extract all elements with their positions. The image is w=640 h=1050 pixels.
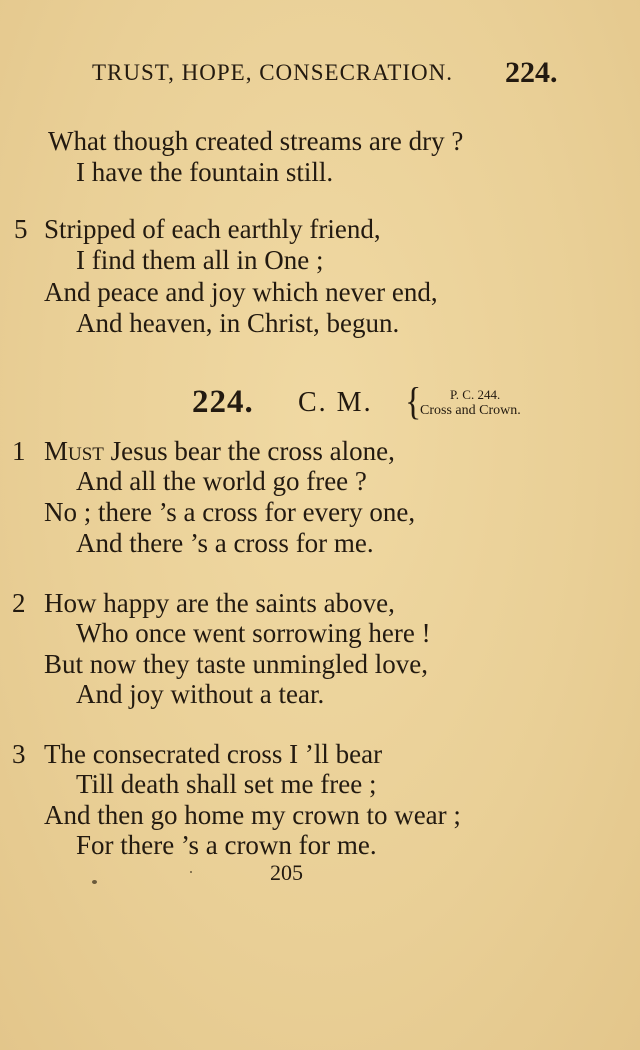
verse-number: 5 bbox=[14, 214, 28, 244]
verse-line: Stripped of each earthly friend, bbox=[44, 214, 381, 244]
ink-speck bbox=[92, 880, 97, 884]
verse-number: 1 bbox=[12, 436, 26, 466]
ink-speck bbox=[190, 871, 192, 873]
verse-line: Who once went sorrowing here ! bbox=[76, 618, 431, 648]
verse-line: How happy are the saints above, bbox=[44, 588, 395, 618]
verse-line: The consecrated cross I ’ll bear bbox=[44, 739, 383, 769]
verse-line: And then go home my crown to wear ; bbox=[44, 800, 461, 830]
verse-line: For there ’s a crown for me. bbox=[76, 830, 377, 860]
running-header-hymn-number: 224. bbox=[505, 56, 558, 89]
verse-line: And heaven, in Christ, begun. bbox=[76, 308, 400, 338]
verse-line: Till death shall set me free ; bbox=[76, 769, 377, 799]
verse-line: I find them all in One ; bbox=[76, 245, 324, 275]
hymn-number: 224. bbox=[192, 384, 254, 420]
verse-line bbox=[44, 436, 395, 466]
first-word: Must bbox=[44, 436, 104, 466]
verse-line: No ; there ’s a cross for every one, bbox=[44, 497, 416, 527]
brace-icon: { bbox=[405, 381, 422, 424]
verse-line: And peace and joy which never end, bbox=[44, 277, 438, 307]
hymn-meter: C. M. bbox=[298, 387, 373, 418]
verse-line: I have the fountain still. bbox=[76, 157, 334, 187]
verse-line: And there ’s a cross for me. bbox=[76, 528, 374, 558]
running-header-title: TRUST, HOPE, CONSECRATION. bbox=[92, 60, 454, 85]
verse-number: 2 bbox=[12, 588, 26, 618]
verse-number: 3 bbox=[12, 739, 26, 769]
page-number: 205 bbox=[270, 860, 303, 885]
verse-line: But now they taste unmingled love, bbox=[44, 649, 428, 679]
verse-line: And joy without a tear. bbox=[76, 679, 325, 709]
verse-line: What though created streams are dry ? bbox=[48, 126, 464, 156]
hymn-source-reference: P. C. 244. bbox=[450, 387, 501, 402]
hymn-tune-name: Cross and Crown. bbox=[420, 403, 521, 418]
first-line-rest: Jesus bear the cross alone, bbox=[103, 436, 395, 466]
verse-line: And all the world go free ? bbox=[76, 466, 367, 496]
